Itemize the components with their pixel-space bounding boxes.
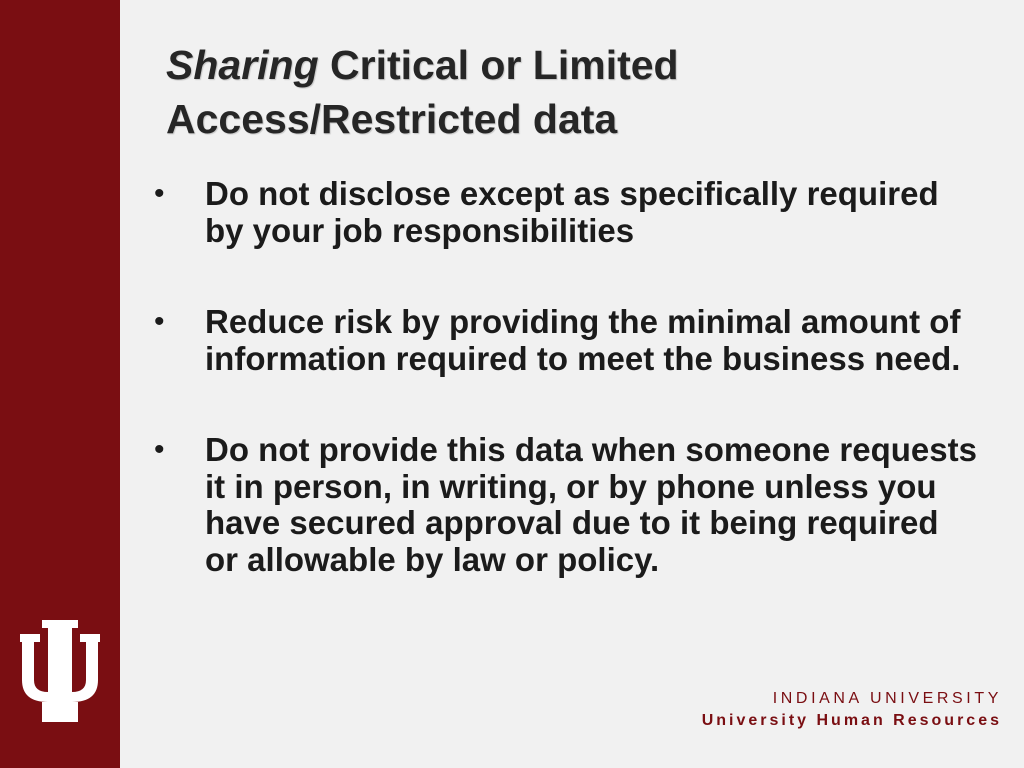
title-rest: Critical or Limited Access/Restricted data [166, 42, 679, 142]
bullet-list [150, 176, 980, 578]
slide-title [166, 38, 986, 146]
bullet-marker: • [154, 305, 165, 338]
title-emphasis: Sharing [166, 42, 319, 88]
footer-branding [702, 688, 1002, 732]
bullet-text: Do not disclose except as specifically required by your job responsibilities [205, 175, 939, 249]
bullet-item [150, 304, 980, 377]
bullet-item [150, 432, 980, 578]
footer-department: University Human Resources [701, 712, 1002, 729]
bullet-text: Reduce risk by providing the minimal amount of information required to meet the business need. [205, 303, 961, 377]
iu-trident-logo-icon [20, 620, 100, 722]
bullet-item [150, 176, 980, 249]
bullet-marker: • [154, 177, 165, 210]
crimson-sidebar [0, 0, 120, 768]
bullet-text: Do not provide this data when someone requests it in person, in writing, or by phone unless you have secured approval due to it being required or allowable by law or policy. [205, 431, 977, 578]
footer-institution: INDIANA UNIVERSITY [772, 690, 1002, 707]
bullet-marker: • [154, 433, 165, 466]
